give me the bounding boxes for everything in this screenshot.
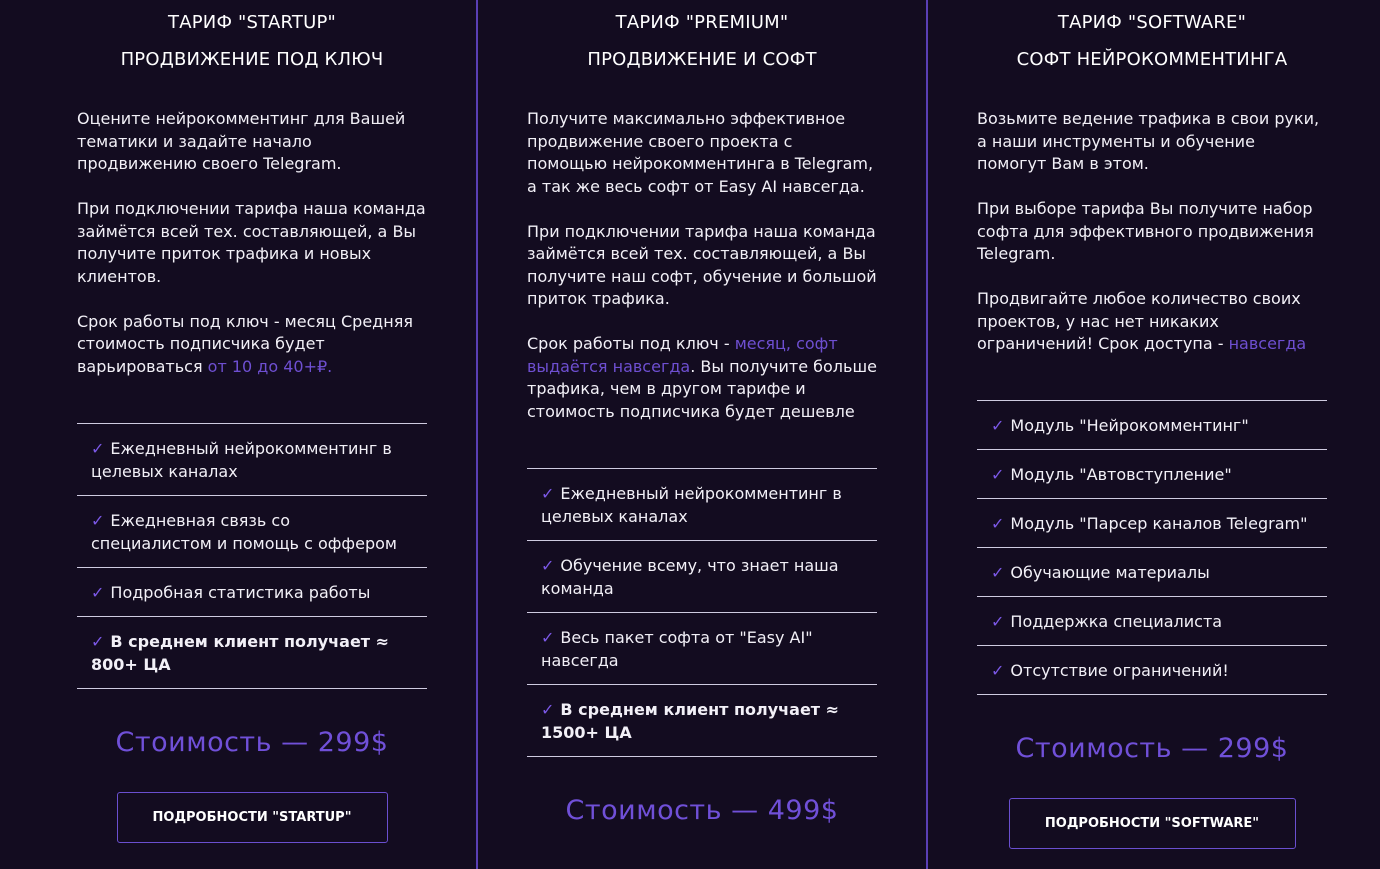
desc-paragraph xyxy=(527,108,877,198)
check-icon: ✓ xyxy=(91,511,105,530)
plan-title: ТАРИФ "SOFTWARE" xyxy=(1057,12,1247,33)
desc-text: Срок работы под ключ - месяц Средняя стоимость подписчика будет варьироваться xyxy=(77,311,413,376)
check-icon: ✓ xyxy=(991,415,1005,435)
feature-item xyxy=(977,548,1327,597)
feature-item xyxy=(977,450,1327,499)
desc-text: Получите максимально эффективное продвижение своего проекта с помощью нейрокомментинга в Telegram, а так же весь софт от Easy AI навсегда. xyxy=(527,109,874,196)
plan-price: Стоимость — 299$ xyxy=(1015,732,1289,764)
desc-text: При подключении тарифа наша команда займётся всей тех. составляющей, а Вы получите наш софт, обучение и большой приток трафика. xyxy=(527,221,877,308)
desc-highlight: навсегда xyxy=(1228,334,1307,353)
plan-software xyxy=(977,0,1327,849)
feature-item xyxy=(527,541,877,613)
feature-item xyxy=(77,424,427,496)
check-icon: ✓ xyxy=(541,700,555,719)
desc-text: При подключении тарифа наша команда займётся всей тех. составляющей, а Вы получите приток трафика и новых клиентов. xyxy=(77,199,426,286)
desc-text: Продвигайте любое количество своих проектов, у нас нет никаких ограничений! Срок доступа - xyxy=(977,289,1301,353)
plan-subtitle: ПРОДВИЖЕНИЕ И СОФТ xyxy=(587,49,817,70)
desc-text: Возьмите ведение трафика в свои руки, а наши инструменты и обучение помогут Вам в этом. xyxy=(977,109,1320,173)
desc-text: . Вы получите больше трафика, чем в другом тарифе и стоимость подписчика будет дешевле xyxy=(527,356,877,421)
check-icon: ✓ xyxy=(991,513,1005,533)
feature-item xyxy=(77,568,427,617)
desc-paragraph xyxy=(977,108,1327,176)
check-icon: ✓ xyxy=(991,562,1005,582)
check-icon: ✓ xyxy=(991,464,1005,484)
feature-text: В среднем клиент получает ≈ 1500+ ЦА xyxy=(541,700,840,742)
check-icon: ✓ xyxy=(991,611,1005,631)
column-divider xyxy=(926,0,928,869)
feature-text: Модуль "Парсер каналов Telegram" xyxy=(1010,513,1308,533)
feature-text: В среднем клиент получает ≈ 800+ ЦА xyxy=(91,632,390,674)
feature-item xyxy=(977,597,1327,646)
feature-item xyxy=(977,499,1327,548)
feature-item xyxy=(527,469,877,541)
desc-text: При выборе тарифа Вы получите набор софта для эффективного продвижения Telegram. xyxy=(977,199,1314,263)
desc-paragraph xyxy=(977,288,1327,356)
desc-text: Оцените нейрокомментинг для Вашей тематики и задайте начало продвижению своего Telegram. xyxy=(77,109,406,173)
check-icon: ✓ xyxy=(91,632,105,651)
feature-text: Ежедневный нейрокомментинг в целевых каналах xyxy=(541,484,842,526)
feature-item xyxy=(77,617,427,689)
feature-list xyxy=(527,468,877,757)
plan-price: Стоимость — 499$ xyxy=(565,795,839,826)
plan-description xyxy=(77,108,427,378)
feature-item xyxy=(527,613,877,685)
check-icon: ✓ xyxy=(991,660,1005,680)
desc-text: Срок работы под ключ - xyxy=(527,334,735,353)
plan-description xyxy=(527,108,877,423)
feature-item xyxy=(527,685,877,757)
feature-list xyxy=(977,400,1327,695)
feature-item xyxy=(77,496,427,568)
desc-paragraph xyxy=(77,108,427,176)
desc-paragraph xyxy=(527,221,877,311)
feature-text: Модуль "Нейрокомментинг" xyxy=(1010,415,1249,435)
check-icon: ✓ xyxy=(541,484,555,503)
feature-text: Подробная статистика работы xyxy=(110,583,371,602)
plan-subtitle: ПРОДВИЖЕНИЕ ПОД КЛЮЧ xyxy=(120,49,384,70)
column-divider xyxy=(476,0,478,869)
plan-title: ТАРИФ "PREMIUM" xyxy=(615,12,789,33)
desc-paragraph xyxy=(527,333,877,423)
feature-text: Обучающие материалы xyxy=(1010,562,1210,582)
check-icon: ✓ xyxy=(541,556,555,575)
check-icon: ✓ xyxy=(91,583,105,602)
plan-title: ТАРИФ "STARTUP" xyxy=(168,12,336,33)
desc-highlight: месяц, софт выдаётся навсегда xyxy=(527,334,838,376)
feature-text: Ежедневная связь со специалистом и помощь с оффером xyxy=(91,511,397,553)
check-icon: ✓ xyxy=(541,628,555,647)
check-icon: ✓ xyxy=(91,439,105,458)
details-startup-button[interactable]: ПОДРОБНОСТИ "STARTUP" xyxy=(117,792,388,843)
feature-list xyxy=(77,423,427,689)
desc-paragraph xyxy=(77,198,427,288)
desc-paragraph xyxy=(977,198,1327,266)
feature-text: Ежедневный нейрокомментинг в целевых каналах xyxy=(91,439,392,481)
feature-text: Модуль "Автовступление" xyxy=(1010,464,1232,484)
plan-premium xyxy=(527,0,877,826)
feature-text: Отсутствие ограничений! xyxy=(1010,660,1229,680)
plan-subtitle: СОФТ НЕЙРОКОММЕНТИНГА xyxy=(1016,49,1288,70)
feature-text: Поддержка специалиста xyxy=(1010,611,1223,631)
desc-highlight: от 10 до 40+₽. xyxy=(207,356,333,376)
feature-text: Весь пакет софта от "Easy AI" навсегда xyxy=(541,628,813,670)
plan-description xyxy=(977,108,1327,356)
desc-paragraph xyxy=(77,311,427,379)
plan-price: Стоимость — 299$ xyxy=(115,727,389,758)
feature-item xyxy=(977,401,1327,450)
details-software-button[interactable]: ПОДРОБНОСТИ "SOFTWARE" xyxy=(1009,798,1296,849)
feature-item xyxy=(977,646,1327,695)
feature-text: Обучение всему, что знает наша команда xyxy=(541,556,839,598)
plan-startup xyxy=(77,0,427,843)
